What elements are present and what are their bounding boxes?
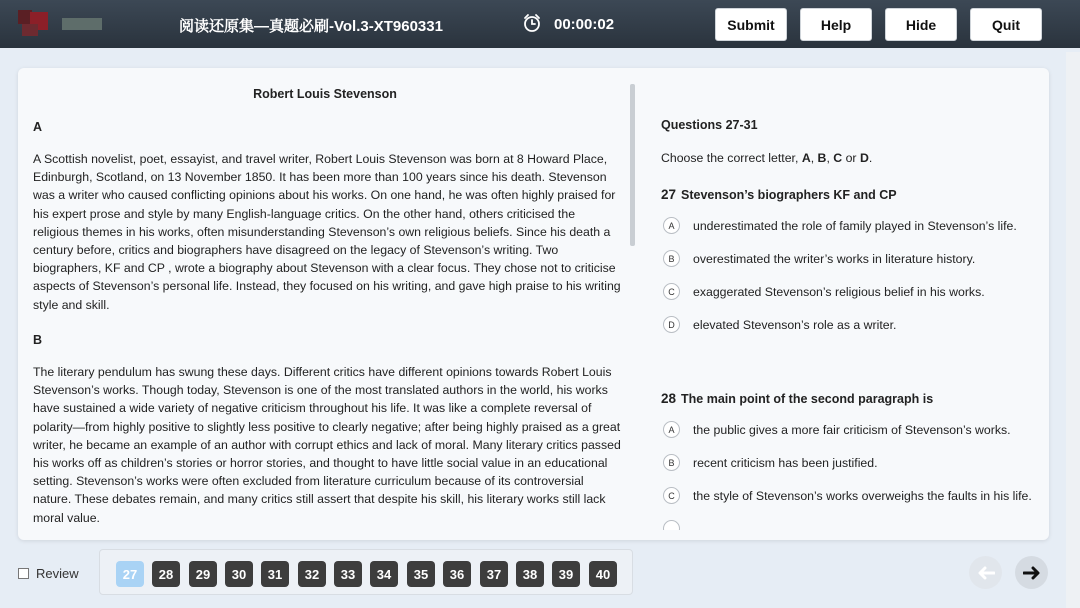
- section-b-text: The literary pendulum has swung these days. Different critics have different opinions towards Robert Louis Stevenson’s works. Though today, Stevenson is one of the most translated authors in the world, his works have sustained a wide variety of negative criticism throughout his life. It was like a complete reversal of polarity—from highly positive to slightly less positive to clearly negative; after being highly praised as a great writer, he became an example of an author with corrupt ethics and lack of moral. Many literary critics passed his works off as children’s stories or horror stories, and thought to have little social value in an educational setting. Stevenson’s works were often excluded from literature curriculum because of its controversial nature. These debates remain, and many critics still assert that despite his skill, his literary works still lack moral value.: [33, 365, 621, 525]
- next-button[interactable]: [1015, 556, 1048, 589]
- passage-panel[interactable]: [18, 68, 632, 530]
- radio-option-icon[interactable]: B: [663, 454, 680, 471]
- question-28-option-d-partial[interactable]: [663, 520, 693, 530]
- passage-scrollbar[interactable]: [630, 84, 635, 246]
- question-28-option-b[interactable]: B recent criticism has been justified.: [663, 454, 878, 471]
- passage-title: Robert Louis Stevenson: [253, 87, 397, 101]
- hide-button[interactable]: Hide: [885, 8, 957, 41]
- question-nav-28[interactable]: 28: [152, 561, 180, 587]
- radio-option-icon[interactable]: C: [663, 487, 680, 504]
- question-nav-29[interactable]: 29: [189, 561, 217, 587]
- previous-button[interactable]: [969, 556, 1002, 589]
- question-nav-37[interactable]: 37: [480, 561, 508, 587]
- radio-option-icon[interactable]: [663, 520, 680, 530]
- radio-option-icon[interactable]: B: [663, 250, 680, 267]
- radio-option-icon[interactable]: A: [663, 421, 680, 438]
- review-toggle[interactable]: [18, 566, 79, 581]
- section-a-text: A Scottish novelist, poet, essayist, and travel writer, Robert Louis Stevenson was born at 8 Howard Place, Edinburgh, Scotland, on 13 November 1850. It has been more than 100 years since his death. Stevenson was a writer who caused conflicting opinions about his works. On one hand, he was often highly praised for his expert prose and style by many English-language critics. On the other hand, others criticised the religious themes in his works, often misunderstanding Stevenson’s own religious beliefs. Since his death a century before, critics and biographers have disagreed on the legacy of Stevenson’s writing. Two biographers, KF and CP , wrote a biography about Stevenson with a clear focus. They chose not to criticise aspects of Stevenson’s personal life. Instead, they focused on his writing, and gave high praise to his writing style and skill.: [33, 152, 621, 312]
- question-nav-32[interactable]: 32: [298, 561, 326, 587]
- question-28-option-a[interactable]: A the public gives a more fair criticism of Stevenson’s works.: [663, 421, 1011, 438]
- question-nav-30[interactable]: 30: [225, 561, 253, 587]
- question-nav-35[interactable]: 35: [407, 561, 435, 587]
- question-nav-39[interactable]: 39: [552, 561, 580, 587]
- timer: 00:00:02: [554, 16, 615, 33]
- questions-heading: Questions 27-31: [661, 118, 758, 132]
- top-bar: [0, 0, 1080, 48]
- radio-option-icon[interactable]: C: [663, 283, 680, 300]
- submit-button[interactable]: Submit: [715, 8, 787, 41]
- section-a-label: A: [33, 120, 43, 134]
- main-content: [18, 68, 1049, 540]
- question-nav-36[interactable]: 36: [443, 561, 471, 587]
- quit-button[interactable]: Quit: [970, 8, 1042, 41]
- question-27-option-b[interactable]: B overestimated the writer’s works in literature history.: [663, 250, 975, 267]
- page-scrollbar[interactable]: [1066, 52, 1080, 608]
- alarm-clock-icon: [522, 13, 542, 33]
- questions-instruction: Choose the correct letter, A, B, C or D.: [661, 151, 873, 165]
- radio-option-icon[interactable]: D: [663, 316, 680, 333]
- review-label: Review: [36, 566, 79, 581]
- question-nav-27[interactable]: 27: [116, 561, 144, 587]
- arrow-left-icon: [977, 566, 995, 580]
- question-27-title: 27 Stevenson’s biographers KF and CP: [661, 187, 897, 202]
- question-nav-31[interactable]: 31: [261, 561, 289, 587]
- question-nav-40[interactable]: 40: [589, 561, 617, 587]
- arrow-right-icon: [1023, 566, 1041, 580]
- question-nav-33[interactable]: 33: [334, 561, 362, 587]
- radio-option-icon[interactable]: A: [663, 217, 680, 234]
- question-navigator: [99, 549, 633, 595]
- questions-panel[interactable]: [661, 68, 1049, 530]
- question-27-option-d[interactable]: D elevated Stevenson’s role as a writer.: [663, 316, 896, 333]
- question-27-option-a[interactable]: A underestimated the role of family played in Stevenson’s life.: [663, 217, 1017, 234]
- question-nav-34[interactable]: 34: [370, 561, 398, 587]
- help-button[interactable]: Help: [800, 8, 872, 41]
- section-b-label: B: [33, 333, 43, 347]
- question-27-option-c[interactable]: C exaggerated Stevenson’s religious belief in his works.: [663, 283, 985, 300]
- checkbox-icon[interactable]: [18, 568, 29, 579]
- user-name-placeholder: [62, 18, 102, 30]
- question-28-title: 28 The main point of the second paragraph is: [661, 391, 934, 406]
- question-nav-38[interactable]: 38: [516, 561, 544, 587]
- question-28-option-c[interactable]: C the style of Stevenson’s works overweighs the faults in his life.: [663, 487, 1032, 504]
- exam-title: 阅读还原集—真题必刷-Vol.3-XT960331: [179, 18, 443, 35]
- app-logo: [18, 10, 54, 38]
